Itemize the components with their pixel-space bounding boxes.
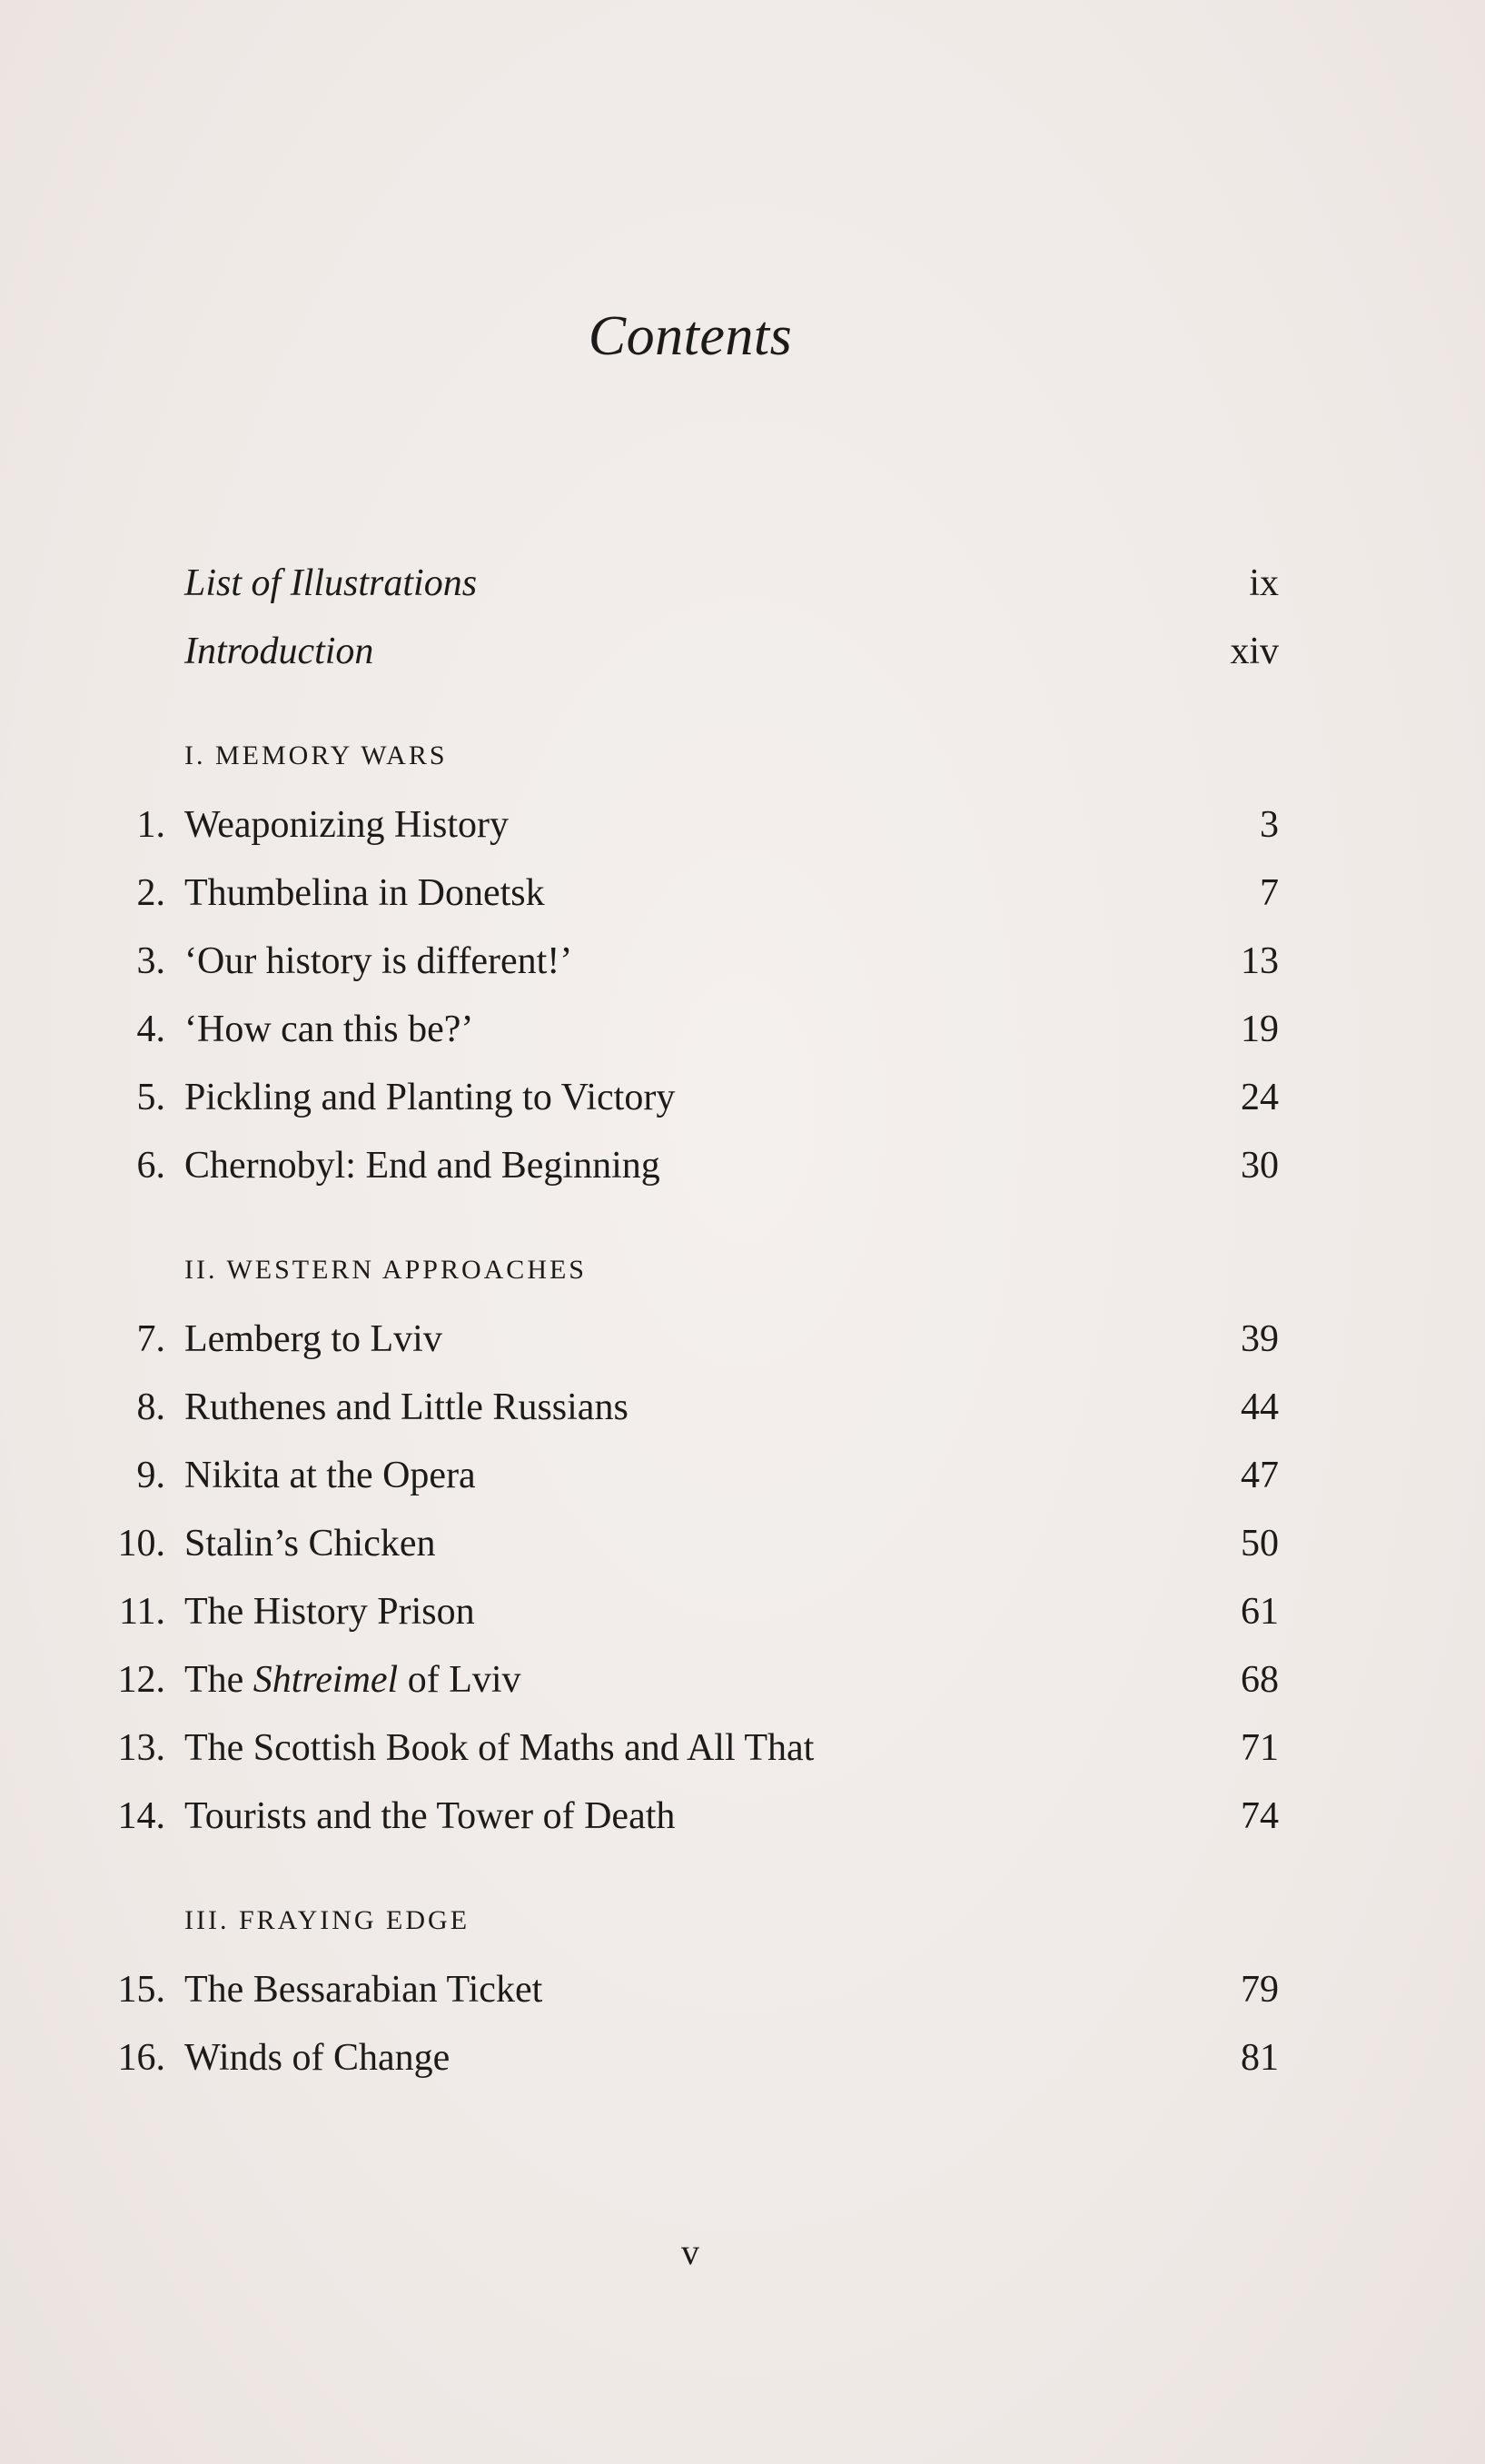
entry-page: 61 (1241, 1591, 1279, 1633)
entry-title: Winds of Change (184, 2037, 450, 2079)
entry-number: 6. (136, 1145, 165, 1187)
entry-title-post: of Lviv (398, 1659, 521, 1701)
toc-entry-chapter-14[interactable] (0, 1789, 1485, 1843)
entry-title: ‘How can this be?’ (184, 1008, 474, 1050)
entry-page: 7 (1260, 872, 1279, 914)
entry-page: 3 (1260, 804, 1279, 846)
entry-title: Pickling and Planting to Victory (184, 1077, 676, 1118)
toc-entry-chapter-3[interactable] (0, 934, 1485, 989)
entry-number: 8. (136, 1386, 165, 1428)
entry-page: 39 (1241, 1318, 1279, 1360)
part-heading-fraying-edge: III. FRAYING EDGE (184, 1905, 470, 1935)
entry-number: 13. (117, 1727, 165, 1769)
entry-title: The Scottish Book of Maths and All That (184, 1727, 815, 1769)
toc-entry-chapter-5[interactable] (0, 1070, 1485, 1125)
entry-title: The History Prison (184, 1591, 475, 1633)
entry-title: Chernobyl: End and Beginning (184, 1145, 660, 1187)
entry-page: 74 (1241, 1795, 1279, 1837)
toc-entry-chapter-6[interactable] (0, 1138, 1485, 1193)
entry-page: 50 (1241, 1523, 1279, 1565)
entry-number: 2. (136, 872, 165, 914)
entry-number: 10. (117, 1523, 165, 1565)
entry-number: 7. (136, 1318, 165, 1360)
entry-page: 71 (1241, 1727, 1279, 1769)
entry-number: 16. (117, 2037, 165, 2079)
toc-entry-chapter-16[interactable] (0, 2031, 1485, 2085)
toc-entry-chapter-1[interactable] (0, 798, 1485, 852)
entry-page: 24 (1241, 1077, 1279, 1118)
entry-title: Weaponizing History (184, 804, 510, 846)
toc-entry-chapter-8[interactable] (0, 1380, 1485, 1435)
toc-entry-introduction[interactable] (0, 624, 1485, 679)
entry-title: Introduction (184, 631, 374, 672)
entry-number: 4. (136, 1008, 165, 1050)
entry-page: 44 (1241, 1386, 1279, 1428)
entry-page: 19 (1241, 1008, 1279, 1050)
entry-page: ix (1249, 562, 1279, 604)
entry-title: Lemberg to Lviv (184, 1318, 442, 1360)
toc-entry-chapter-15[interactable] (0, 1962, 1485, 2017)
entry-title: List of Illustrations (184, 562, 478, 604)
toc-entry-chapter-9[interactable] (0, 1448, 1485, 1503)
toc-entry-chapter-4[interactable] (0, 1002, 1485, 1057)
entry-title-italic: Shtreimel (252, 1659, 399, 1701)
entry-number: 11. (119, 1591, 165, 1633)
page-number: v (681, 2231, 699, 2272)
entry-title-pre: The (184, 1659, 253, 1701)
toc-entry-list-of-illustrations[interactable] (0, 556, 1485, 611)
entry-number: 1. (136, 804, 165, 846)
entry-title: Ruthenes and Little Russians (184, 1386, 629, 1428)
part-heading-western-approaches: II. WESTERN APPROACHES (184, 1255, 587, 1285)
toc-entry-chapter-10[interactable] (0, 1516, 1485, 1571)
entry-number: 15. (117, 1969, 165, 2011)
entry-number: 5. (136, 1077, 165, 1118)
toc-entry-chapter-12[interactable] (0, 1653, 1485, 1707)
entry-title: The Bessarabian Ticket (184, 1969, 543, 2011)
entry-number: 9. (136, 1455, 165, 1496)
entry-page: 79 (1241, 1969, 1279, 2011)
toc-entry-chapter-11[interactable] (0, 1585, 1485, 1639)
entry-title: Stalin’s Chicken (184, 1523, 436, 1565)
entry-title (184, 1653, 521, 1707)
page-title: Contents (588, 305, 793, 367)
entry-page: 13 (1241, 940, 1279, 982)
entry-page: 81 (1241, 2037, 1279, 2079)
part-heading-memory-wars: I. MEMORY WARS (184, 740, 448, 770)
entry-page: 47 (1241, 1455, 1279, 1496)
entry-page: xiv (1230, 631, 1279, 672)
entry-number: 12. (117, 1659, 165, 1701)
toc-entry-chapter-7[interactable] (0, 1312, 1485, 1366)
entry-title: ‘Our history is different!’ (184, 940, 573, 982)
entry-number: 3. (136, 940, 165, 982)
toc-entry-chapter-2[interactable] (0, 866, 1485, 920)
entry-title: Tourists and the Tower of Death (184, 1795, 676, 1837)
toc-entry-chapter-13[interactable] (0, 1721, 1485, 1775)
entry-title: Nikita at the Opera (184, 1455, 476, 1496)
entry-page: 68 (1241, 1659, 1279, 1701)
entry-title: Thumbelina in Donetsk (184, 872, 545, 914)
entry-number: 14. (117, 1795, 165, 1837)
entry-page: 30 (1241, 1145, 1279, 1187)
